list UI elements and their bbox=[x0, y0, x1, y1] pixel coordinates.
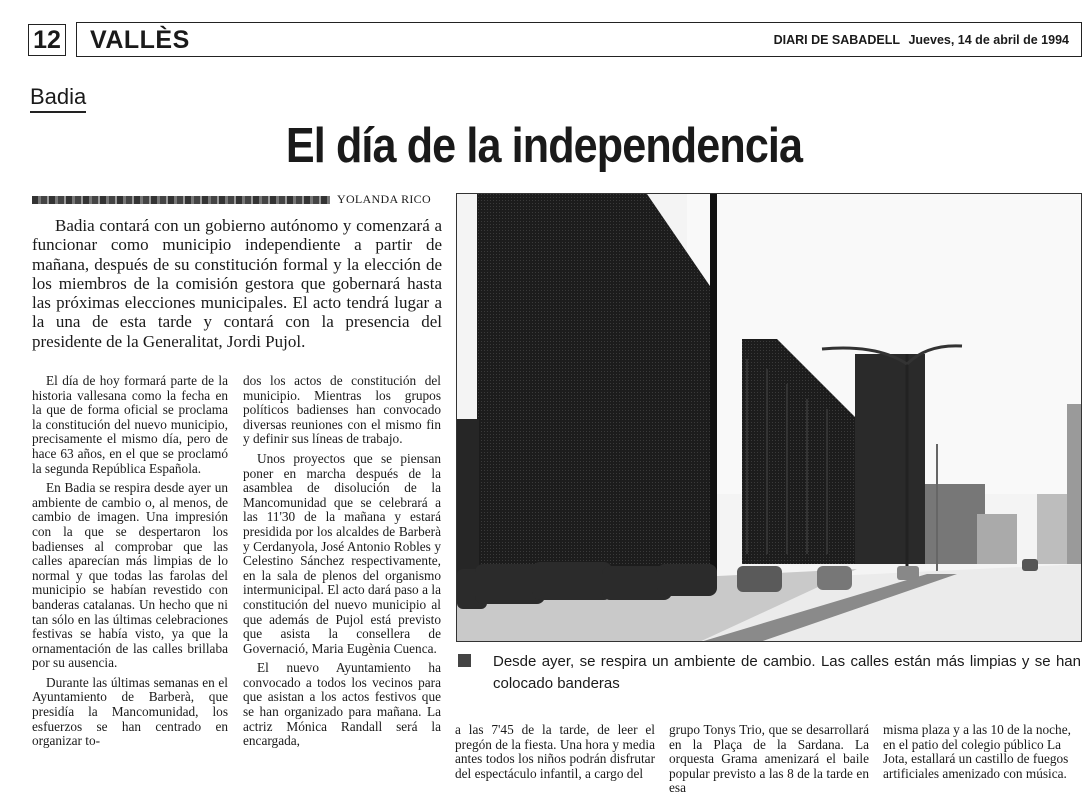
lead-paragraph: Badia contará con un gobierno autónomo y comenzará a funcionar como municipio independiente a partir de mañana, después de su constitución formal y la elección de los miembros de la comisión gestora que gobernará hasta las próximas elecciones municipales. El acto tendrá lugar a la una de esta tarde y contará con la presencia del presidente de la Generalitat, Jordi Pujol. bbox=[32, 216, 442, 351]
paragraph: dos los actos de constitución del municipio. Mientras los grupos políticos badienses han convocado diversas reuniones con el mismo fin y definir sus líneas de trabajo. bbox=[243, 373, 441, 447]
newspaper-name: DIARI DE SABADELL bbox=[773, 33, 900, 47]
section-header-bar bbox=[76, 22, 1082, 57]
street-photo-illustration bbox=[457, 194, 1082, 642]
body-column-4 bbox=[669, 723, 869, 801]
page-number: 12 bbox=[28, 24, 66, 56]
publication-date: Jueves, 14 de abril de 1994 bbox=[908, 33, 1069, 47]
paragraph: El día de hoy formará parte de la historia vallesana como la fecha en la que de forma oficial se proclama la constitución del nuevo municipio, precisamente el mismo día, pero de hace 63 años, en el que se proclamó la segunda República Española. bbox=[32, 373, 228, 476]
news-photo bbox=[456, 193, 1082, 642]
photo-caption: Desde ayer, se respira un ambiente de cambio. Las calles están más limpias y se han colocado banderas bbox=[493, 653, 1081, 692]
paragraph: a las 7'45 de la tarde, de leer el pregón de la fiesta. Una hora y media antes todos los niños podrán disfrutar del espectáculo infantil, a cargo del bbox=[455, 722, 655, 781]
byline-rule bbox=[32, 196, 330, 204]
paragraph: grupo Tonys Trio, que se desarrollará en la Plaça de la Sardana. La orquesta Grama amenizará el baile popular previsto a las 8 de la tarde en esa bbox=[669, 722, 869, 796]
paragraph: Durante las últimas semanas en el Ayuntamiento de Barberà, que presidía la Mancomunidad, los esfuerzos se han centrado en organizar to- bbox=[32, 674, 228, 749]
body-column-3 bbox=[455, 723, 655, 786]
paragraph: El nuevo Ayuntamiento ha convocado a todos los vecinos para que asistan a los actos festivos que se han organizado para mañana. La actriz Mónica Randall será la encargada, bbox=[243, 660, 441, 749]
section-title: VALLÈS bbox=[90, 26, 190, 54]
paragraph: misma plaza y a las 10 de la noche, en el patio del colegio público La Jota, estallará un castillo de fuegos artificiales amenizado con música. bbox=[883, 722, 1071, 781]
caption-marker-icon bbox=[458, 654, 471, 667]
byline: YOLANDA RICO bbox=[337, 192, 431, 206]
body-column-1 bbox=[32, 374, 228, 754]
dateline bbox=[774, 32, 1069, 48]
paragraph: Unos proyectos que se piensan poner en marcha después de la asamblea de disolución de la Mancomunidad que se celebrará a las 11'30 de la mañana y estará presidida por los alcaldes de Barberà y Cerdanyola, José Antonio Robles y Celestino Sánchez respectivamente, en la sala de plenos del organismo intermunicipal. El acto dará paso a la constitución del nuevo municipio al que además de Pujol está previsto que asista la consellera de Governació, Maria Eugènia Cuenca. bbox=[243, 450, 441, 656]
body-column-2 bbox=[243, 374, 441, 754]
paragraph: En Badia se respira desde ayer un ambiente de cambio o, al menos, de cambio de imagen. Una impresión con la que se despertaron los badienses al comprobar que las calles aparecían más limpias de lo normal y que todas las farolas del municipio se habían revestido con banderas catalanas. Un hecho que ni tan sólo en las últimas celebraciones festivas se había visto, ya que la ornamentación de las calles brillaba por su ausencia. bbox=[32, 480, 228, 671]
kicker: Badia bbox=[30, 84, 86, 113]
body-column-5 bbox=[883, 723, 1081, 786]
headline: El día de la independencia bbox=[285, 119, 803, 173]
